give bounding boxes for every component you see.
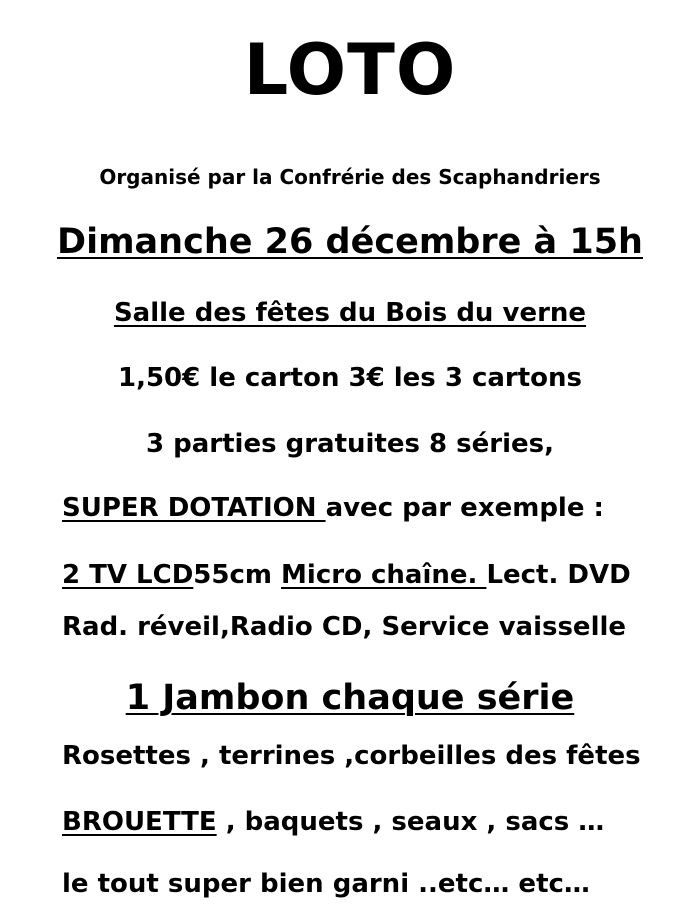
prizes-line-1: [62, 561, 692, 591]
prize-tv: 2 TV LCD: [62, 560, 194, 590]
extras-line-2-rest: , baquets , seaux , sacs …: [216, 807, 605, 837]
extras-line-1: Rosettes , terrines ,corbeilles des fêtes: [62, 741, 641, 771]
jambon-text: 1 Jambon chaque série: [125, 678, 575, 718]
event-date-text: Dimanche 26 décembre à 15h: [57, 222, 643, 262]
extras-line-2: [62, 808, 692, 838]
dotation-rest: avec par exemple :: [325, 493, 604, 523]
event-venue: [0, 299, 700, 329]
prize-dvd: Lect. DVD: [486, 560, 631, 590]
prize-micro-chaine: Micro chaîne.: [281, 560, 487, 590]
extras-line-3: le tout super bien garni ..etc… etc…: [62, 869, 590, 899]
poster-title: LOTO: [243, 29, 457, 111]
price-info: 1,50€ le carton 3€ les 3 cartons: [117, 363, 583, 393]
brouette-highlight: BROUETTE: [62, 807, 217, 837]
dotation-line: [62, 494, 692, 524]
organizer-text: Organisé par la Confrérie des Scaphandriers: [99, 165, 601, 189]
dotation-highlight: SUPER DOTATION: [62, 493, 326, 523]
games-info: 3 parties gratuites 8 séries,: [145, 429, 554, 459]
event-venue-text: Salle des fêtes du Bois du verne: [113, 298, 587, 328]
jambon-line: [0, 678, 700, 718]
prize-tv-size: 55cm: [193, 560, 282, 590]
event-date: [0, 222, 700, 262]
prizes-line-2: Rad. réveil,Radio CD, Service vaisselle: [62, 612, 627, 642]
